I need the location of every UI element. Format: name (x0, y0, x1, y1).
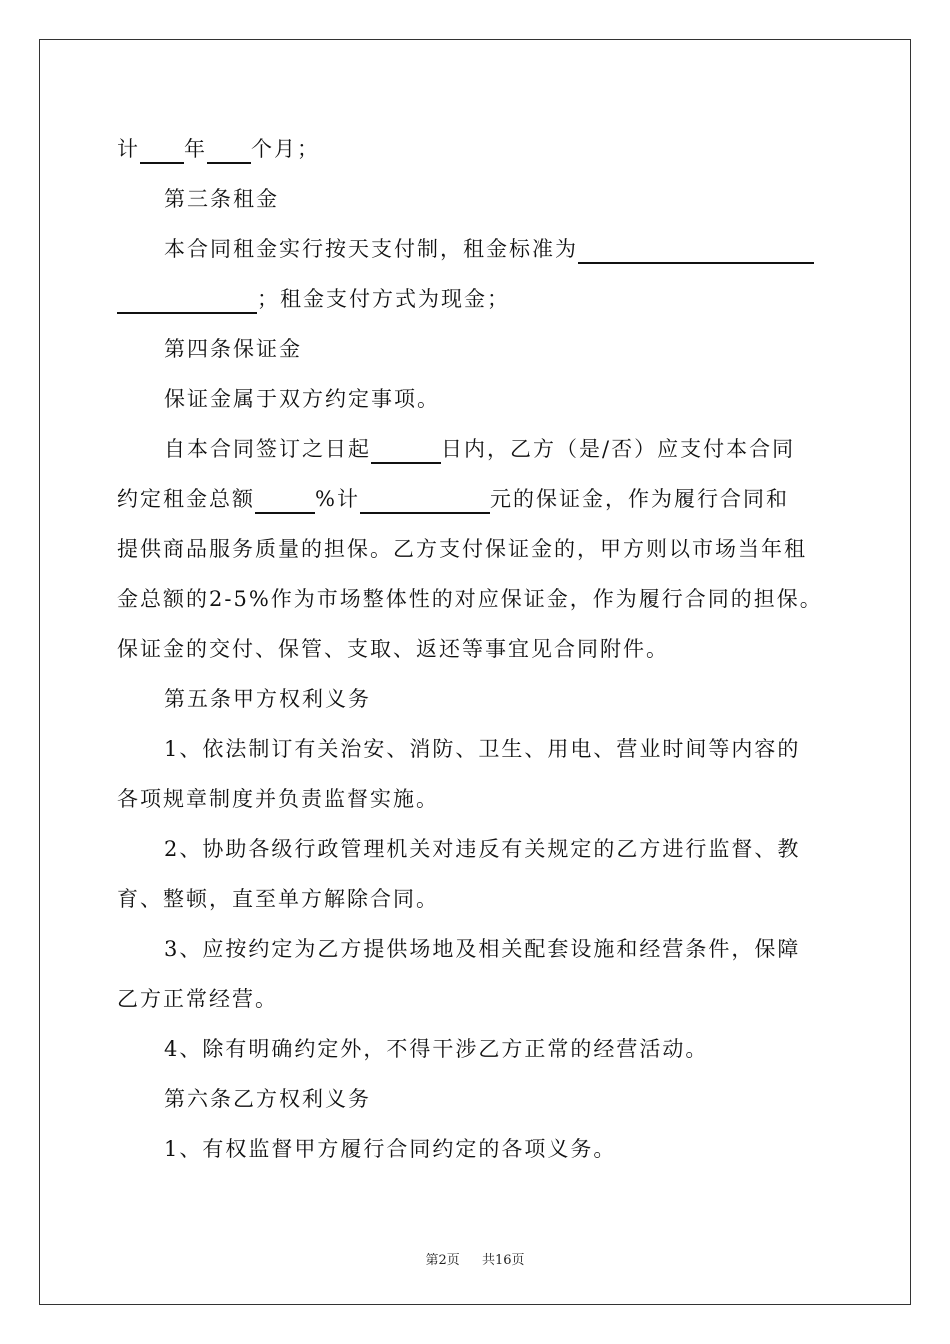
page-number: 第2页 (425, 1253, 460, 1268)
text: %计 (315, 487, 360, 511)
rent-line-1 (117, 224, 837, 274)
blank-rent-standard (578, 236, 814, 264)
text: 日内，乙方（是/否）应支付本合同 (441, 437, 796, 461)
deposit-line-5: 金总额的2-5%作为市场整体性的对应保证金，作为履行合同的担保。 (117, 587, 823, 611)
text: 个月； (251, 137, 320, 161)
blank-years (140, 136, 184, 164)
text: 自本合同签订之日起 (164, 437, 371, 461)
rent-line-2 (117, 274, 837, 324)
document-body (117, 124, 837, 1174)
blank-days (371, 436, 441, 464)
deposit-line-4: 提供商品服务质量的担保。乙方支付保证金的，甲方则以市场当年租 (117, 537, 807, 561)
blank-amount (360, 486, 490, 514)
party-a-item-3a: 3、应按约定为乙方提供场地及相关配套设施和经营条件，保障 (164, 937, 801, 961)
article-3-title: 第三条租金 (164, 187, 279, 211)
party-a-item-3b: 乙方正常经营。 (117, 987, 278, 1011)
text: 约定租金总额 (117, 487, 255, 511)
text: 本合同租金实行按天支付制，租金标准为 (164, 237, 578, 261)
text: 计 (117, 137, 140, 161)
blank-percent (255, 486, 315, 514)
deposit-line-3 (117, 474, 837, 524)
page-total: 共16页 (482, 1253, 525, 1268)
party-a-item-2b: 育、整顿，直至单方解除合同。 (117, 887, 439, 911)
party-a-item-1b: 各项规章制度并负责监督实施。 (117, 787, 439, 811)
party-a-item-2a: 2、协助各级行政管理机关对违反有关规定的乙方进行监督、教 (164, 837, 801, 861)
article-5-title: 第五条甲方权利义务 (164, 687, 371, 711)
deposit-line-1: 保证金属于双方约定事项。 (164, 387, 440, 411)
blank-rent-standard-cont (117, 286, 257, 314)
party-a-item-4: 4、除有明确约定外，不得干涉乙方正常的经营活动。 (164, 1037, 709, 1061)
text: 年 (184, 137, 207, 161)
party-b-item-1: 1、有权监督甲方履行合同约定的各项义务。 (164, 1137, 617, 1161)
blank-months (207, 136, 251, 164)
article-6-title: 第六条乙方权利义务 (164, 1087, 371, 1111)
text: ；租金支付方式为现金； (257, 287, 510, 311)
article-4-title: 第四条保证金 (164, 337, 302, 361)
term-line (117, 124, 837, 174)
deposit-line-2 (117, 424, 837, 474)
deposit-line-6: 保证金的交付、保管、支取、返还等事宜见合同附件。 (117, 637, 669, 661)
page-footer (0, 1249, 950, 1268)
party-a-item-1a: 1、依法制订有关治安、消防、卫生、用电、营业时间等内容的 (164, 737, 801, 761)
text: 元的保证金，作为履行合同和 (489, 487, 789, 511)
